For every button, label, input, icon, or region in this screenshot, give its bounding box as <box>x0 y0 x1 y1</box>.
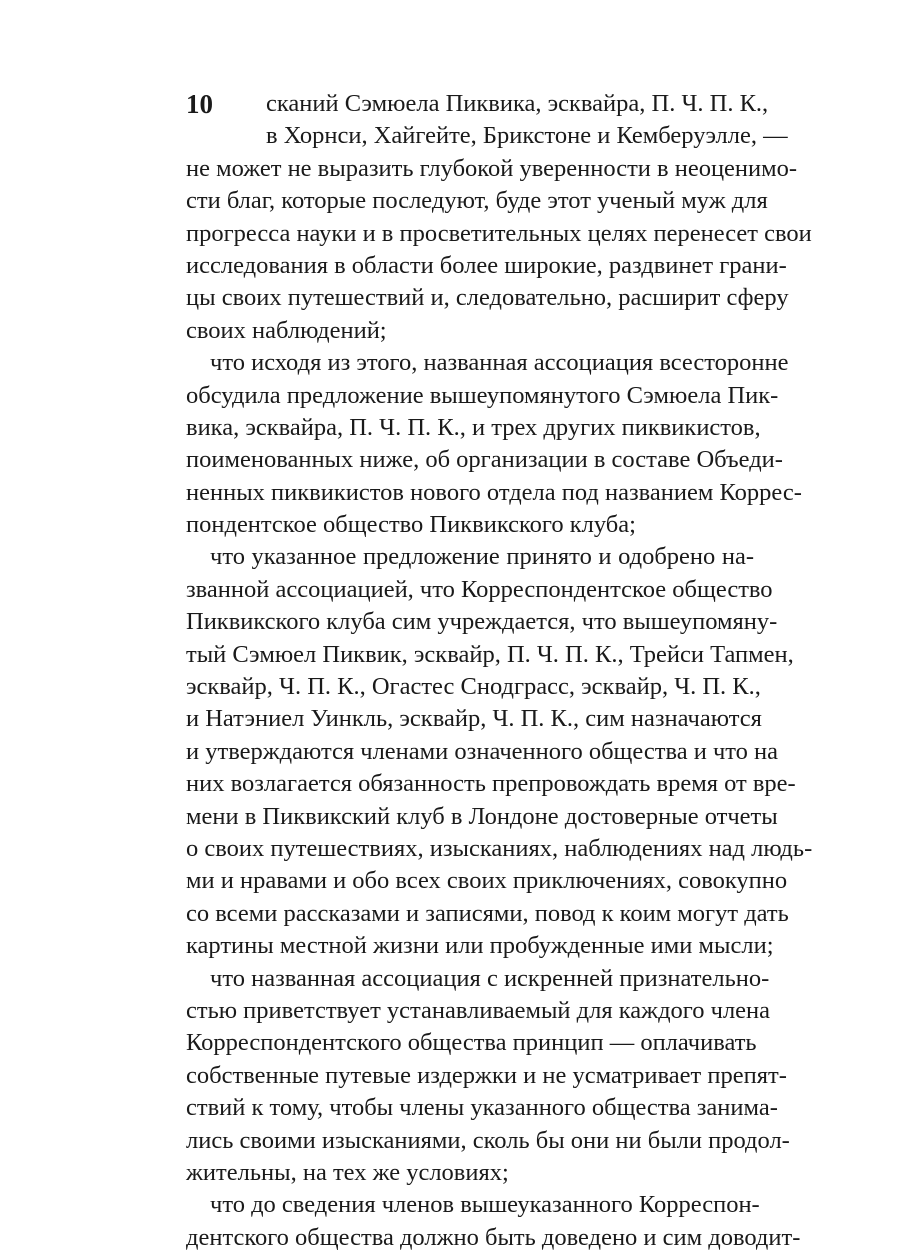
text-line: стью приветствует устанавливаемый для каждого члена <box>186 996 771 1024</box>
text-line: со всеми рассказами и записями, повод к коим могут дать <box>186 899 789 927</box>
text-line: жительны, на тех же условиях; <box>186 1158 509 1186</box>
text-line: картины местной жизни или пробужденные ими мысли; <box>186 932 774 960</box>
text-line: пондентское общество Пиквикского клуба; <box>186 511 636 539</box>
text-line: собственные путевые издержки и не усматривает препят- <box>186 1061 787 1089</box>
text-line: Корреспондентского общества принцип — оплачивать <box>186 1029 757 1057</box>
text-line: что указанное предложение принято и одобрено на- <box>210 543 754 571</box>
text-line: что исходя из этого, названная ассоциация всесторонне <box>210 349 789 377</box>
text-line: что названная ассоциация с искренней признательно- <box>210 964 770 992</box>
text-line: лись своими изысканиями, сколь бы они ни были продол- <box>186 1126 790 1154</box>
text-line: них возлагается обязанность препровождать время от вре- <box>186 770 796 798</box>
text-line: ствий к тому, чтобы члены указанного общества занима- <box>186 1094 778 1122</box>
text-line: вика, эсквайра, П. Ч. П. К., и трех других пиквикистов, <box>186 413 761 441</box>
text-line: ненных пиквикистов нового отдела под названием Коррес- <box>186 478 802 506</box>
text-line: эсквайр, Ч. П. К., Огастес Снодграсс, эсквайр, Ч. П. К., <box>186 673 761 701</box>
text-line: прогресса науки и в просветительных целях перенесет свои <box>186 219 812 247</box>
text-line: ми и нравами и обо всех своих приключениях, совокупно <box>186 867 788 895</box>
text-line: в Хорнси, Хайгейте, Брикстоне и Кемберуэлле, — <box>266 122 788 150</box>
text-line: и Натэниел Уинкль, эсквайр, Ч. П. К., сим назначаются <box>186 705 762 733</box>
text-line: Пиквикского клуба сим учреждается, что вышеупомяну- <box>186 608 778 636</box>
text-line: сканий Сэмюела Пиквика, эсквайра, П. Ч. П. К., <box>266 90 769 117</box>
text-line: цы своих путешествий и, следовательно, расширит сферу <box>186 284 789 312</box>
page-number: 10 <box>186 89 213 119</box>
text-line: сти благ, которые последуют, буде этот ученый муж для <box>186 187 768 215</box>
text-line: тый Сэмюел Пиквик, эсквайр, П. Ч. П. К., Трейси Тапмен, <box>186 640 794 668</box>
body-text <box>186 86 813 1252</box>
text-line: званной ассоциацией, что Корреспондентское общество <box>186 575 773 603</box>
text-line: своих наблюдений; <box>186 316 387 344</box>
text-line: обсудила предложение вышеупомянутого Сэмюела Пик- <box>186 381 779 409</box>
text-line: исследования в области более широкие, раздвинет грани- <box>186 251 787 279</box>
text-line: поименованных ниже, об организации в составе Объеди- <box>186 446 783 474</box>
text-line: что до сведения членов вышеуказанного Корреспон- <box>210 1191 760 1219</box>
text-line: о своих путешествиях, изысканиях, наблюдениях над людь- <box>186 834 813 862</box>
text-line: дентского общества должно быть доведено и сим доводит- <box>186 1223 801 1251</box>
text-line: не может не выразить глубокой уверенности в неоценимо- <box>186 154 798 182</box>
text-line: и утверждаются членами означенного общества и что на <box>186 737 779 765</box>
text-line: мени в Пиквикский клуб в Лондоне достоверные отчеты <box>186 802 778 830</box>
